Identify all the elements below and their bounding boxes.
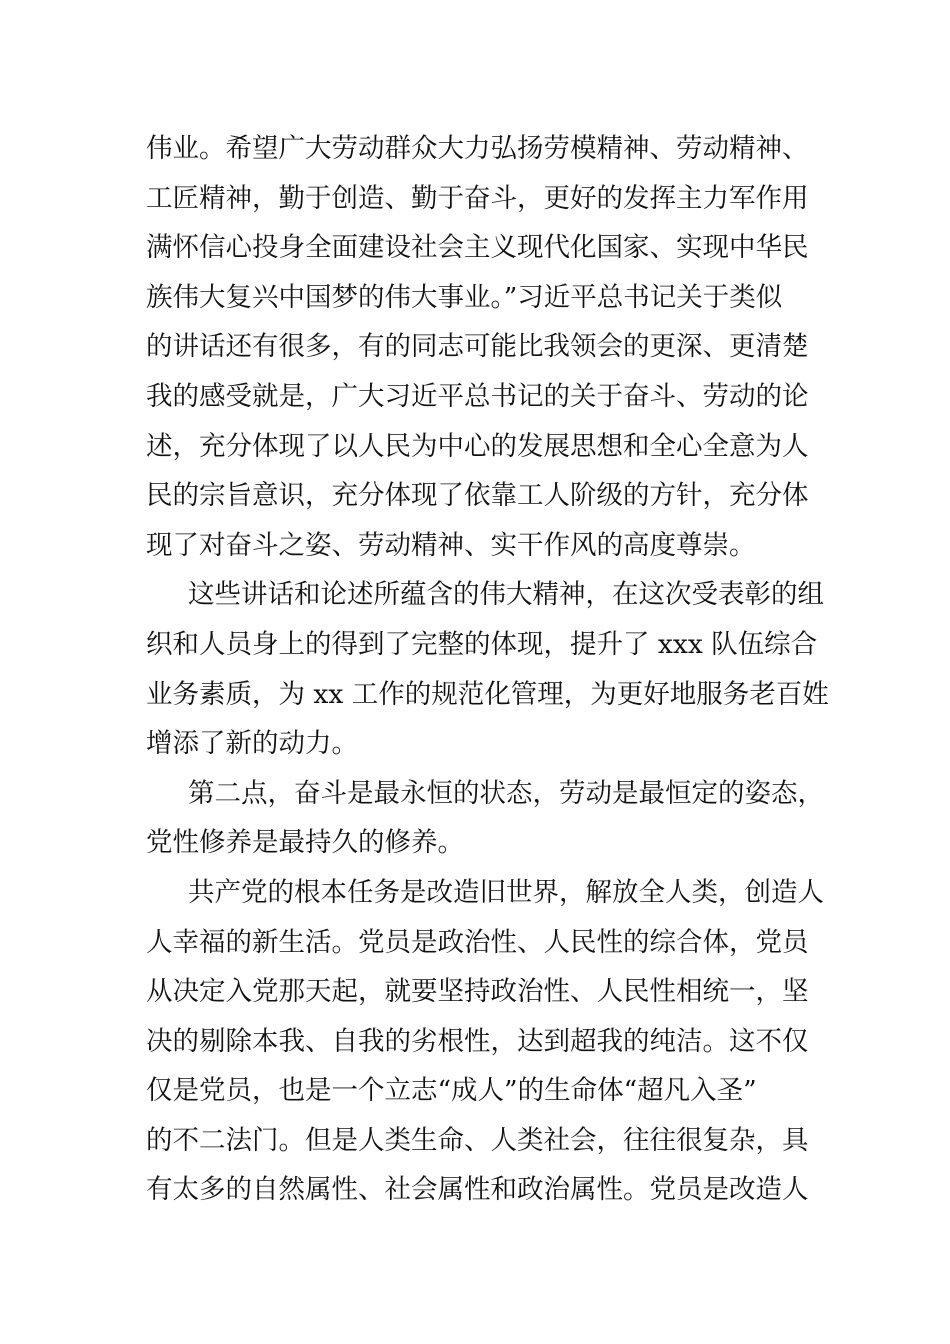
text-line: 有太多的自然属性、社会属性和政治属性。党员是改造人 xyxy=(146,1174,809,1206)
text-line: 织和人员身上的得到了完整的体现，提升了 xxx 队伍综合 xyxy=(146,628,818,660)
text-line: 工匠精神，勤于创造、勤于奋斗，更好的发挥主力军作用 xyxy=(146,182,809,214)
text-line: 的讲话还有很多，有的同志可能比我领会的更深、更清楚 xyxy=(146,331,809,363)
text-line: 仅是党员，也是一个立志“成人”的生命体“超凡入圣” xyxy=(146,1075,757,1107)
text-line: 现了对奋斗之姿、劳动精神、实干作风的高度尊崇。 xyxy=(146,529,756,561)
paragraph-first-line: 这些讲话和论述所蕴含的伟大精神，在这次受表彰的组 xyxy=(188,579,824,611)
text-line: 伟业。希望广大劳动群众大力弘扬劳模精神、劳动精神、 xyxy=(146,133,809,164)
text-line: 人幸福的新生活。党员是政治性、人民性的综合体，党员 xyxy=(146,926,809,958)
text-line: 民的宗旨意识，充分体现了依靠工人阶级的方针，充分体 xyxy=(146,480,809,512)
text-line: 党性修养是最持久的修养。 xyxy=(146,827,464,859)
text-line: 决的剔除本我、自我的劣根性，达到超我的纯洁。这不仅 xyxy=(146,1025,809,1057)
text-line: 述，充分体现了以人民为中心的发展思想和全心全意为人 xyxy=(146,430,809,462)
text-line: 增添了新的动力。 xyxy=(146,728,358,760)
text-line: 从决定入党那天起，就要坚持政治性、人民性相统一，坚 xyxy=(146,976,809,1008)
paragraph-first-line: 共产党的根本任务是改造旧世界，解放全人类，创造人 xyxy=(188,876,824,908)
text-line: 我的感受就是，广大习近平总书记的关于奋斗、劳动的论 xyxy=(146,380,809,412)
text-line: 满怀信心投身全面建设社会主义现代化国家、实现中华民 xyxy=(146,232,809,264)
text-line: 族伟大复兴中国梦的伟大事业。”习近平总书记关于类似 xyxy=(146,281,783,313)
text-line: 的不二法门。但是人类生命、人类社会，往往很复杂，具 xyxy=(146,1124,809,1156)
paragraph-first-line: 第二点，奋斗是最永恒的状态，劳动是最恒定的姿态， xyxy=(188,777,824,809)
text-line: 业务素质，为 xx 工作的规范化管理，为更好地服务老百姓 xyxy=(146,678,829,710)
body-text xyxy=(146,124,829,1215)
